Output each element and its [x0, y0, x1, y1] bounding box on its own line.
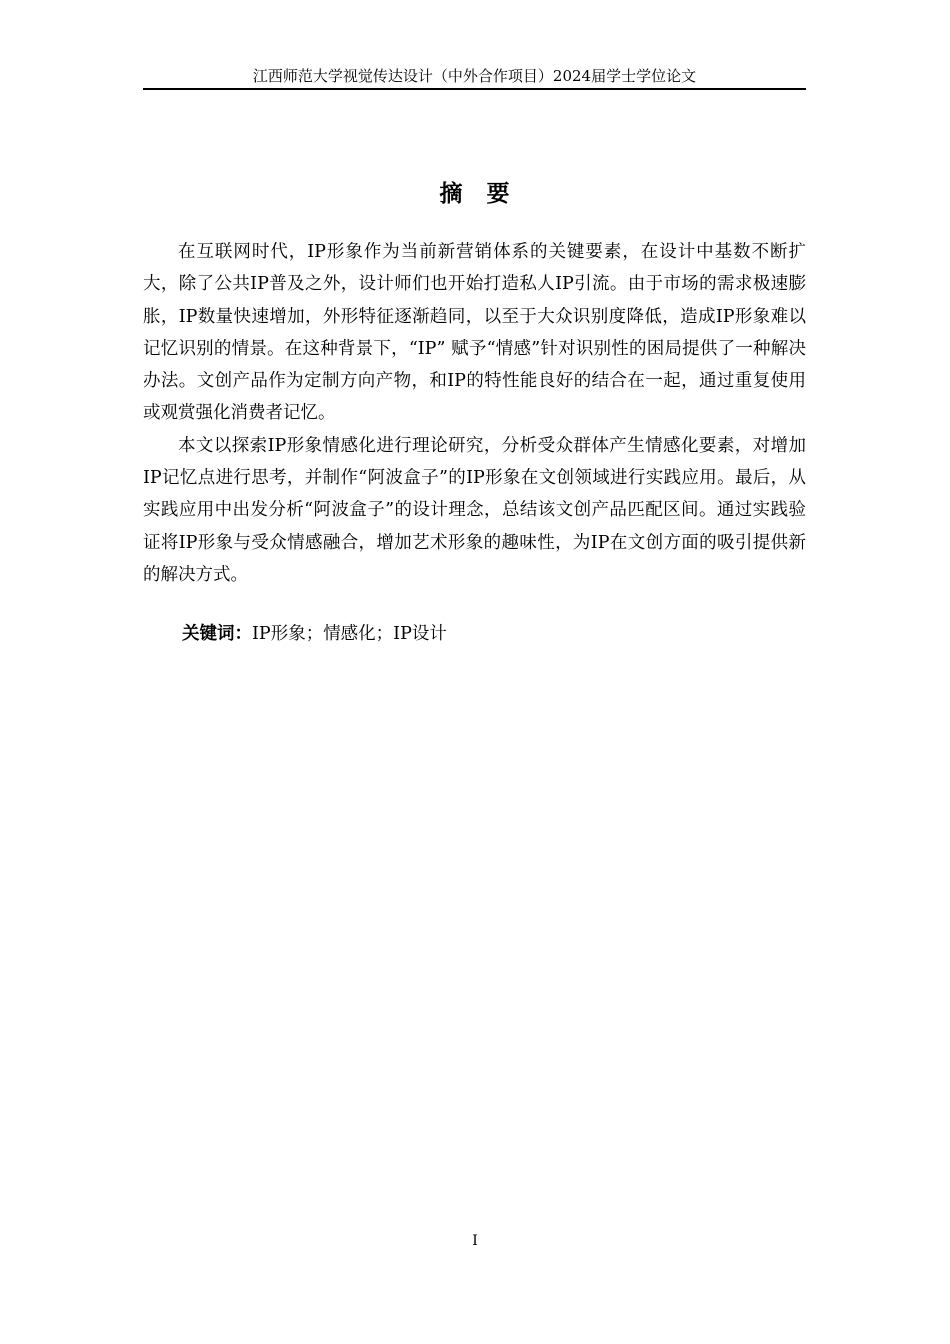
- keywords-line: [182, 620, 447, 648]
- abstract-body: [143, 236, 806, 591]
- keywords-label: 关键词：: [182, 624, 252, 644]
- abstract-title: 摘要: [439, 181, 534, 207]
- running-header: 江西师范大学视觉传达设计（中外合作项目）2024届学士学位论文: [252, 67, 697, 85]
- page-number: I: [472, 1233, 478, 1249]
- keywords-value: IP形象；情感化；IP设计: [252, 624, 447, 644]
- abstract-paragraph-2: 本文以探索IP形象情感化进行理论研究，分析受众群体产生情感化要素，对增加IP记忆点进行思考，并制作“阿波盒子”的IP形象在文创领域进行实践应用。最后，从实践应用中出发分析“阿波盒子”的设计理念，总结该文创产品匹配区间。通过实践验证将IP形象与受众情感融合，增加艺术形象的趣味性，为IP在文创方面的吸引提供新的解决方式。: [143, 435, 806, 585]
- abstract-paragraph-1: 在互联网时代，IP形象作为当前新营销体系的关键要素，在设计中基数不断扩大，除了公共IP普及之外，设计师们也开始打造私人IP引流。由于市场的需求极速膨胀，IP数量快速增加，外形特征逐渐趋同，以至于大众识别度降低，造成IP形象难以记忆识别的情景。在这种背景下，“IP” 赋予“情感”针对识别性的困局提供了一种解决办法。文创产品作为定制方向产物，和IP的特性能良好的结合在一起，通过重复使用或观赏强化消费者记忆。: [143, 242, 806, 424]
- header-rule: [143, 88, 806, 90]
